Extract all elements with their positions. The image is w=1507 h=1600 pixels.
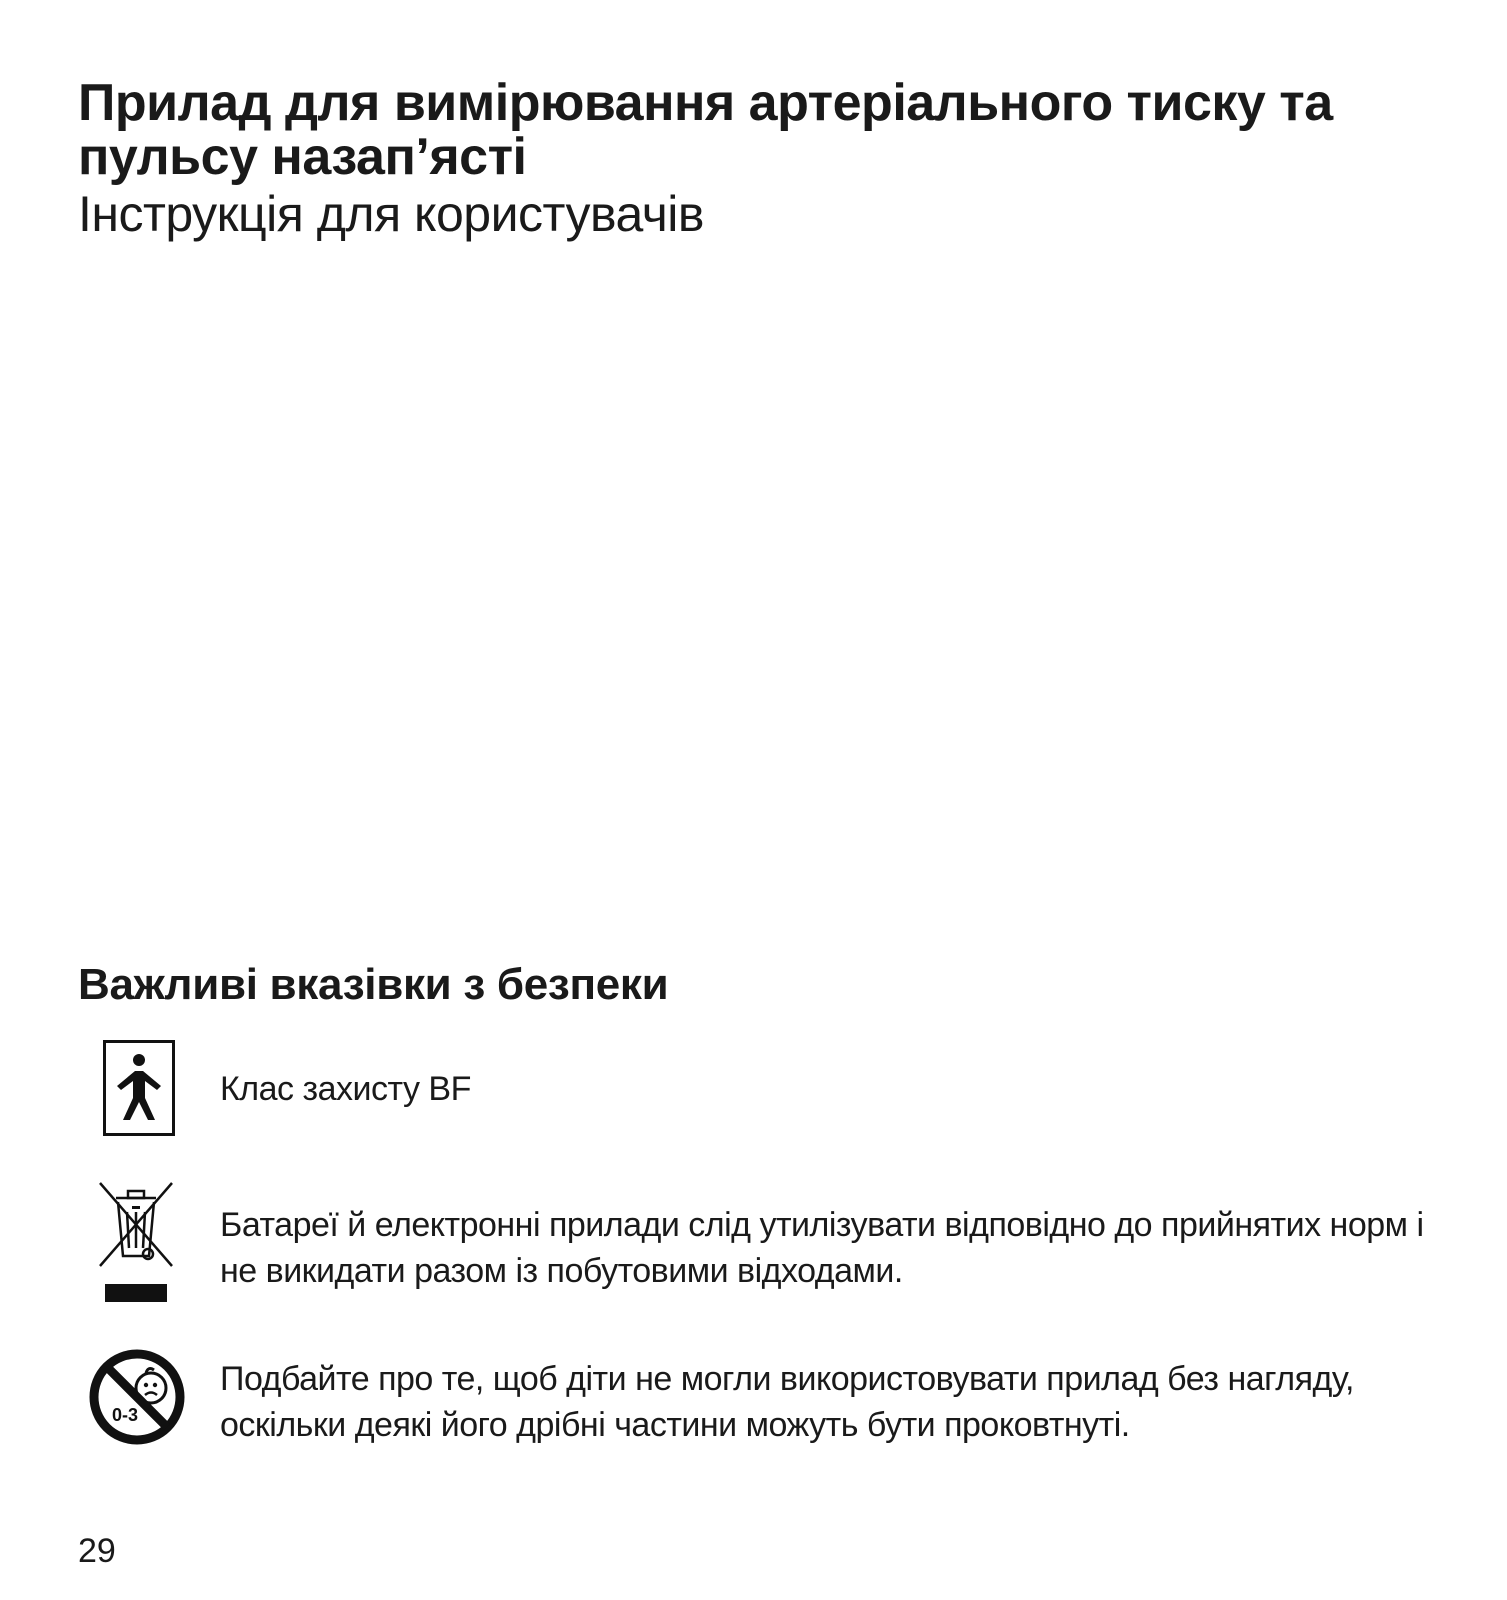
not-for-children-0-3-icon [88, 1348, 186, 1446]
safety-item-children-text: Подбайте про те, щоб діти не могли використовувати прилад без нагляду, оскільки деякі його дрібні частини можуть бути проковтнуті. [220, 1360, 1354, 1444]
document-subtitle: Інструкція для користувачів [78, 186, 704, 242]
safety-item-disposal-text: Батареї й електронні прилади слід утилізувати відповідно до прийнятих норм і не викидати разом із побутовими відходами. [220, 1206, 1424, 1290]
safety-heading: Важливі вказівки з безпеки [78, 960, 669, 1009]
document-title: Прилад для вимірювання артеріального тиску та пульсу назап’ясті [78, 74, 1333, 186]
page-number: 29 [78, 1532, 116, 1570]
safety-item-bf-text: Клас захисту BF [220, 1070, 471, 1108]
crossed-out-wheeled-bin-icon [96, 1180, 176, 1306]
age-range-label: 0-3 [111, 1405, 139, 1425]
bf-type-applied-part-icon [103, 1040, 175, 1136]
